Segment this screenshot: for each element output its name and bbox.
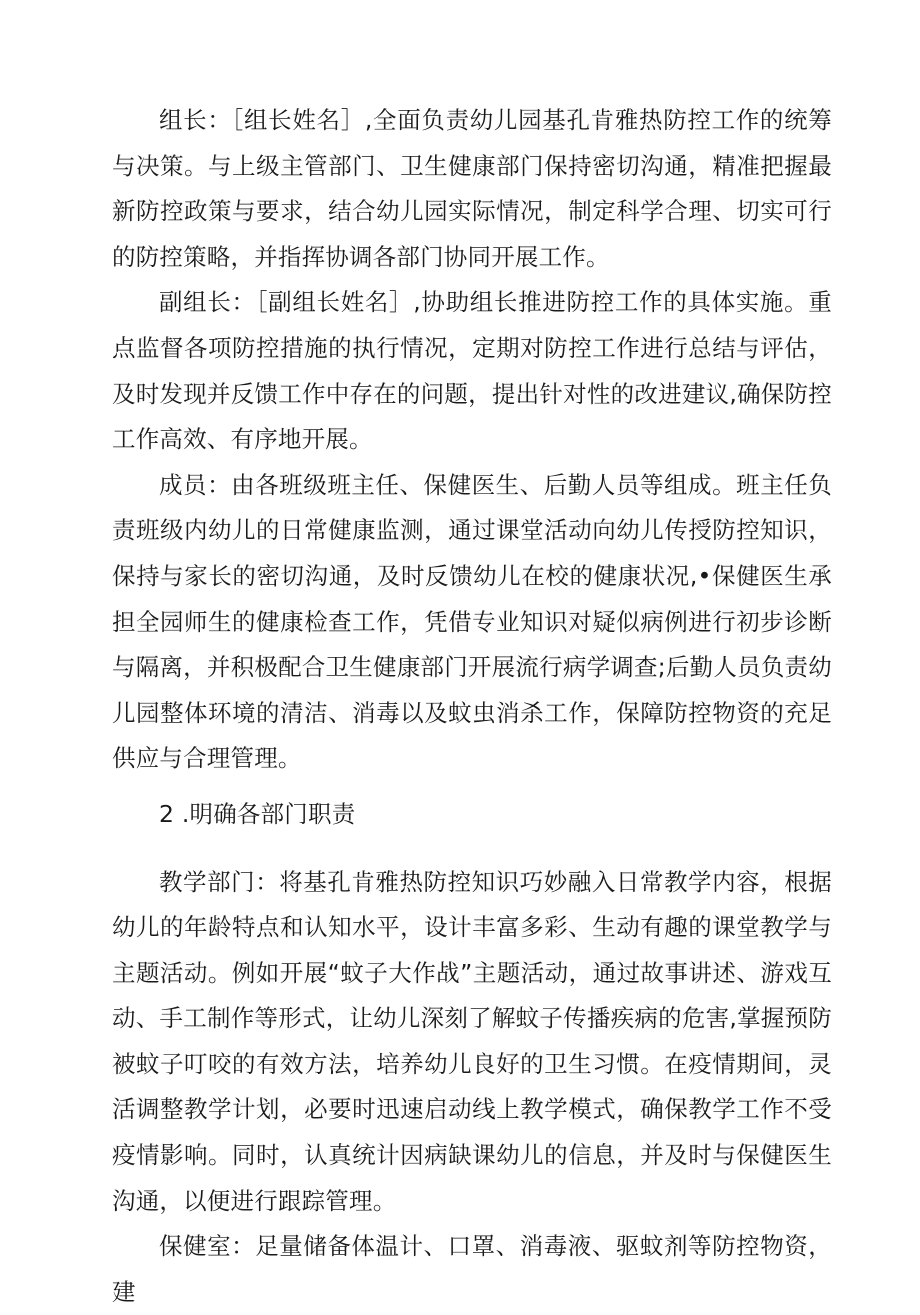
document-body [112, 98, 832, 1315]
paragraph-deputy-leader: 副组长：［副组长姓名］,协助组长推进防控工作的具体实施。重点监督各项防控措施的执行情况，定期对防控工作进行总结与评估，及时发现并反馈工作中存在的问题，提出针对性的改进建议,确保防控工作高效、有序地开展。 [112, 288, 832, 454]
section-heading: 2 .明确各部门职责 [159, 799, 356, 828]
paragraph-health-room: 保健室：足量储备体温计、口罩、消毒液、驱蚊剂等防控物资，建 [112, 1232, 832, 1306]
paragraph-teaching-dept: 教学部门：将基孔肯雅热防控知识巧妙融入日常教学内容，根据幼儿的年龄特点和认知水平，设计丰富多彩、生动有趣的课堂教学与主题活动。例如开展“蚊子大作战”主题活动，通过故事讲述、游戏互动、手工制作等形式，让幼儿深刻了解蚊子传播疾病的危害,掌握预防被蚊子叮咬的有效方法，培养幼儿良好的卫生习惯。在疫情期间，灵活调整教学计划，必要时迅速启动线上教学模式，确保教学工作不受疫情影响。同时，认真统计因病缺课幼儿的信息，并及时与保健医生沟通，以便进行跟踪管理。 [112, 867, 832, 1215]
paragraph-group-leader: 组长：［组长姓名］,全面负责幼儿园基孔肯雅热防控工作的统筹与决策。与上级主管部门、卫生健康部门保持密切沟通，精准把握最新防控政策与要求，结合幼儿园实际情况，制定科学合理、切实可行的防控策略，并指挥协调各部门协同开展工作。 [112, 106, 832, 271]
paragraph-members: 成员：由各班级班主任、保健医生、后勤人员等组成。班主任负责班级内幼儿的日常健康监测，通过课堂活动向幼儿传授防控知识，保持与家长的密切沟通，及时反馈幼儿在校的健康状况,•保健医生承担全园师生的健康检查工作，凭借专业知识对疑似病例进行初步诊断与隔离，并积极配合卫生健康部门开展流行病学调查;后勤人员负责幼儿园整体环境的清洁、消毒以及蚊虫消杀工作，保障防控物资的充足供应与合理管理。 [112, 470, 832, 773]
